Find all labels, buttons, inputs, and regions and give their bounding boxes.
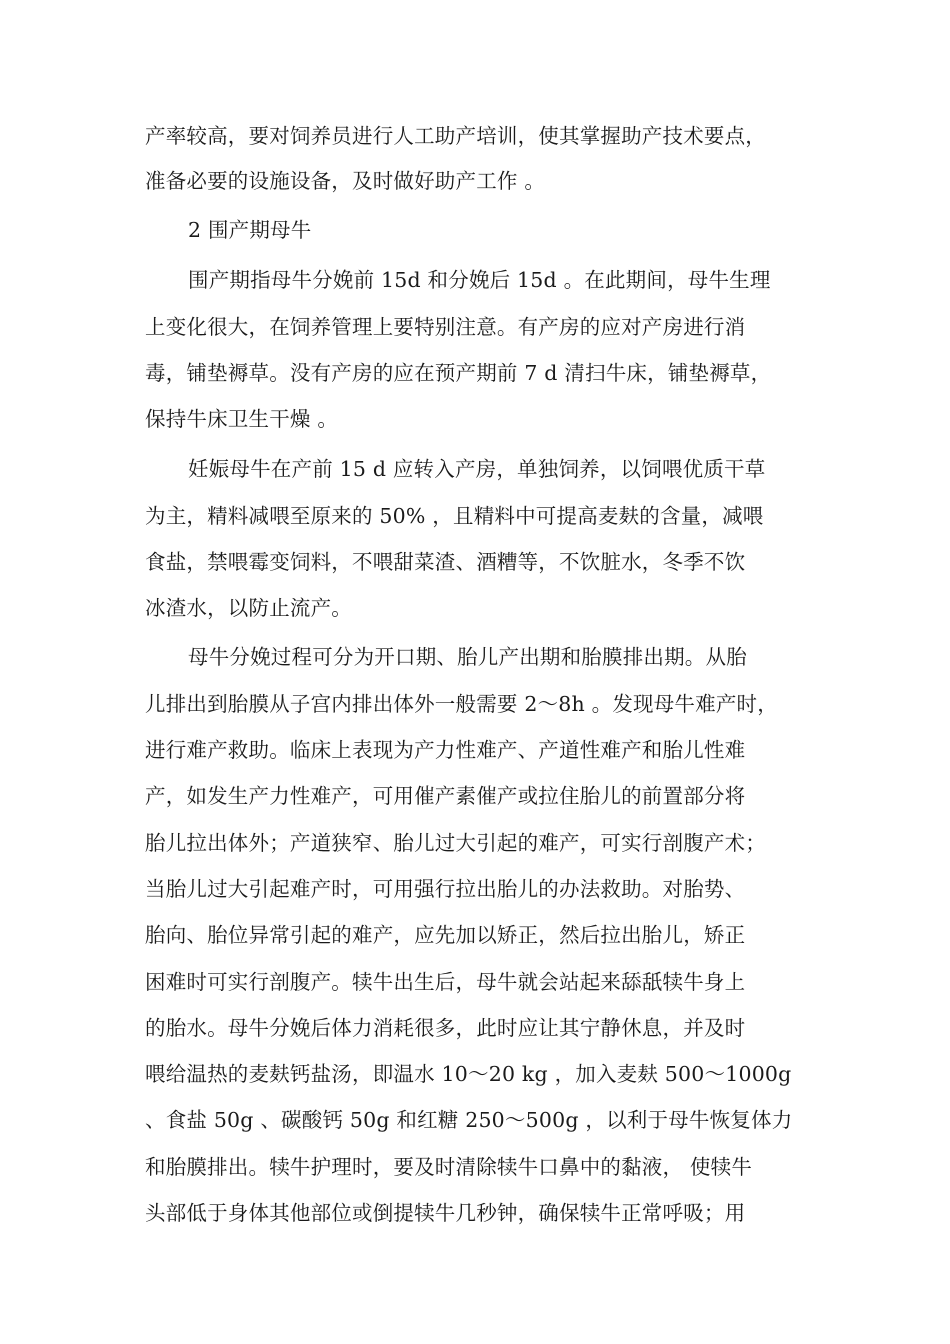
text-line: 胎儿拉出体外；产道狭窄、胎儿过大引起的难产，可实行剖腹产术； (145, 831, 766, 855)
text-line: 胎向、胎位异常引起的难产，应先加以矫正，然后拉出胎儿，矫正 (145, 923, 746, 947)
text-line: 产率较高，要对饲养员进行人工助产培训，使其掌握助产技术要点， (145, 124, 766, 148)
text-line: 困难时可实行剖腹产。犊牛出生后，母牛就会站起来舔舐犊牛身上 (145, 970, 746, 994)
text-line: 母牛分娩过程可分为开口期、胎儿产出期和胎膜排出期。从胎 (188, 645, 747, 669)
text-line: 妊娠母牛在产前 15 d 应转入产房，单独饲养，以饲喂优质干草 (188, 457, 766, 481)
text-line: 保持牛床卫生干燥 。 (145, 407, 339, 431)
text-line: 冰渣水，以防止流产。 (145, 596, 352, 620)
text-line: 围产期指母牛分娩前 15d 和分娩后 15d 。在此期间，母牛生理 (188, 268, 771, 292)
text-line: 的胎水。母牛分娩后体力消耗很多，此时应让其宁静休息，并及时 (145, 1016, 746, 1040)
text-line: 食盐，禁喂霉变饲料，不喂甜菜渣、酒糟等，不饮脏水，冬季不饮 (145, 550, 746, 574)
text-line: 儿排出到胎膜从子宫内排出体外一般需要 2～8h 。发现母牛难产时， (145, 692, 778, 716)
text-line: 毒，铺垫褥草。没有产房的应在预产期前 7 d 清扫牛床，铺垫褥草， (145, 361, 772, 385)
text-line: 头部低于身体其他部位或倒提犊牛几秒钟，确保犊牛正常呼吸；用 (145, 1201, 746, 1225)
section-heading: 2 围产期母牛 (188, 218, 312, 242)
text-line: 为主，精料减喂至原来的 50% ，且精料中可提高麦麸的含量，减喂 (145, 504, 764, 528)
text-line: 产，如发生产力性难产，可用催产素催产或拉住胎儿的前置部分将 (145, 784, 746, 808)
text-line: 、食盐 50g 、碳酸钙 50g 和红糖 250～500g ，以利于母牛恢复体力 (145, 1108, 793, 1132)
text-line: 准备必要的设施设备，及时做好助产工作 。 (145, 169, 546, 193)
text-line: 上变化很大，在饲养管理上要特别注意。有产房的应对产房进行消 (145, 315, 746, 339)
text-line: 进行难产救助。临床上表现为产力性难产、产道性难产和胎儿性难 (145, 738, 746, 762)
text-line: 当胎儿过大引起难产时，可用强行拉出胎儿的办法救助。对胎势、 (145, 877, 746, 901)
text-line: 喂给温热的麦麸钙盐汤，即温水 10～20 kg ，加入麦麸 500～1000g (145, 1062, 792, 1086)
text-line: 和胎膜排出。犊牛护理时，要及时清除犊牛口鼻中的黏液， 使犊牛 (145, 1155, 753, 1179)
